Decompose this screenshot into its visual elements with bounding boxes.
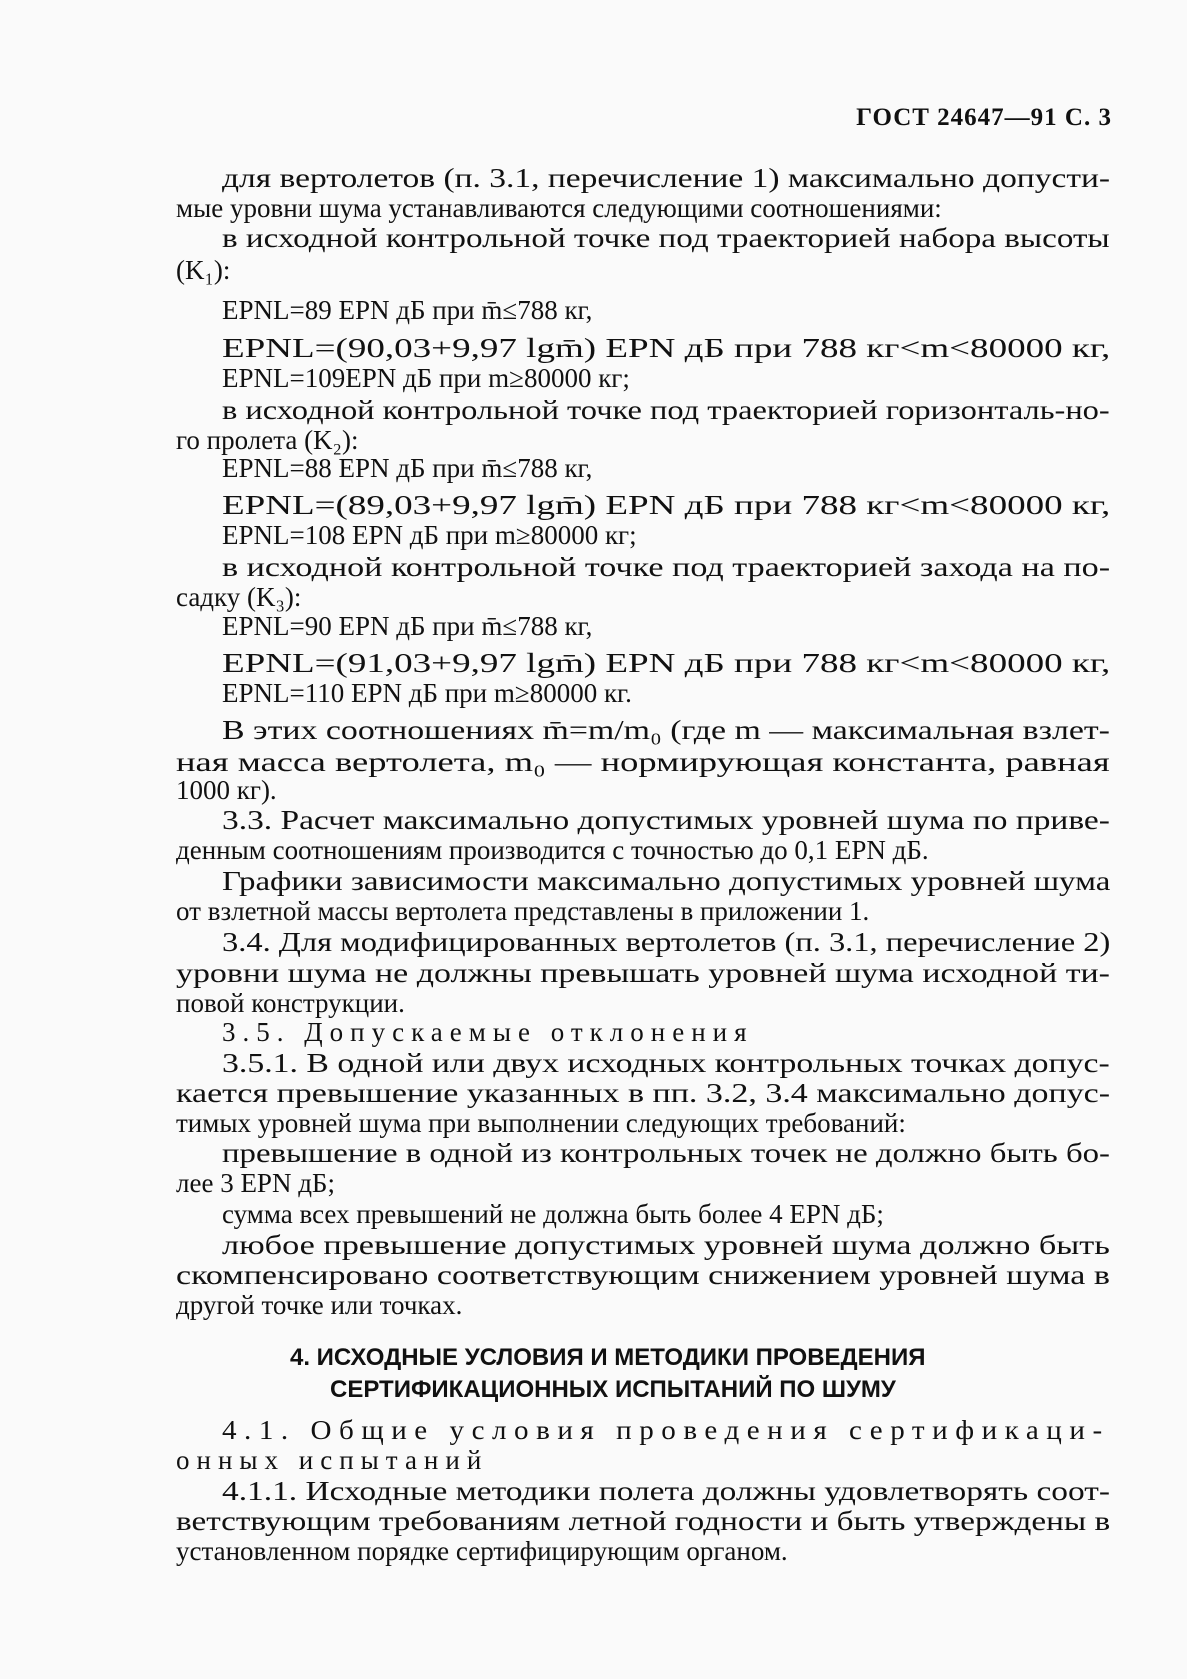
- formula-line: EPNL=90 EPN дБ при m̄≤788 кг,: [222, 611, 593, 641]
- paragraph-line: Графики зависимости максимально допустимых уровней шума: [222, 866, 1111, 896]
- paragraph-line: кается превышение указанных в пп. 3.2, 3.4 максимально допус-: [176, 1078, 1111, 1108]
- paragraph-line: 3.3. Расчет максимально допустимых уровней шума по приве-: [222, 805, 1110, 835]
- paragraph-line: установленном порядке сертифицирующим органом.: [176, 1536, 788, 1566]
- paragraph-line: го пролета (K₂):: [176, 425, 359, 455]
- paragraph-line: для вертолетов (п. 3.1, перечисление 1) максимально допусти-: [222, 163, 1111, 193]
- paragraph-line: повой конструкции.: [176, 988, 405, 1018]
- paragraph-line: в исходной контрольной точке под траекторией горизонталь-но-: [222, 395, 1110, 425]
- formula-line: EPNL=110 EPN дБ при m≥80000 кг.: [222, 678, 632, 708]
- paragraph-line: ная масса вертолета, m₀ — нормирующая константа, равная: [176, 747, 1110, 777]
- paragraph-line: скомпенсировано соответствующим снижением уровней шума в: [176, 1260, 1110, 1290]
- paragraph-line: мые уровни шума устанавливаются следующими соотношениями:: [176, 193, 942, 223]
- subsection-title: 3.5. Допускаемые отклонения: [222, 1017, 754, 1047]
- paragraph-line: в исходной контрольной точке под траекторией захода на по-: [222, 552, 1111, 582]
- formula-line: EPNL=109EPN дБ при m≥80000 кг;: [222, 363, 630, 393]
- paragraph-line: в исходной контрольной точке под траекторией набора высоты: [222, 223, 1110, 253]
- paragraph-line: садку (K₃):: [176, 582, 302, 612]
- subsection-title: 4.1. Общие условия проведения сертификаци-: [222, 1415, 1110, 1445]
- paragraph-line: (K₁):: [176, 255, 231, 285]
- paragraph-line: 3.4. Для модифицированных вертолетов (п. 3.1, перечисление 2): [222, 927, 1111, 957]
- paragraph-line: 1000 кг).: [176, 775, 277, 805]
- paragraph-line: В этих соотношениях m̄=m/m₀ (где m — максимальная взлет-: [222, 715, 1110, 745]
- paragraph-line: превышение в одной из контрольных точек не должно быть бо-: [222, 1138, 1110, 1168]
- paragraph-line: от взлетной массы вертолета представлены в приложении 1.: [176, 896, 870, 926]
- section-heading: СЕРТИФИКАЦИОННЫХ ИСПЫТАНИЙ ПО ШУМУ: [330, 1376, 896, 1403]
- paragraph-line: сумма всех превышений не должна быть более 4 EPN дБ;: [222, 1199, 884, 1229]
- section-heading: 4. ИСХОДНЫЕ УСЛОВИЯ И МЕТОДИКИ ПРОВЕДЕНИЯ: [290, 1344, 926, 1371]
- paragraph-line: 3.5.1. В одной или двух исходных контрольных точках допус-: [222, 1048, 1110, 1078]
- paragraph-line: другой точке или точках.: [176, 1290, 463, 1320]
- subsection-title: онных испытаний: [176, 1445, 489, 1475]
- paragraph-line: ветствующим требованиям летной годности и быть утверждены в: [176, 1506, 1111, 1536]
- paragraph-line: любое превышение допустимых уровней шума должно быть: [222, 1230, 1110, 1260]
- paragraph-line: лее 3 EPN дБ;: [176, 1168, 335, 1198]
- formula-line: EPNL=88 EPN дБ при m̄≤788 кг,: [222, 453, 593, 483]
- formula-line: EPNL=(90,03+9,97 lgm̄) EPN дБ при 788 кг<m<80000 кг,: [222, 333, 1111, 363]
- paragraph-line: денным соотношениям производится с точностью до 0,1 EPN дБ.: [176, 835, 929, 865]
- formula-line: EPNL=108 EPN дБ при m≥80000 кг;: [222, 520, 637, 550]
- formula-line: EPNL=(91,03+9,97 lgm̄) EPN дБ при 788 кг<m<80000 кг,: [222, 648, 1111, 678]
- paragraph-line: 4.1.1. Исходные методики полета должны удовлетворять соот-: [222, 1476, 1110, 1506]
- paragraph-line: уровни шума не должны превышать уровней шума исходной ти-: [176, 958, 1110, 988]
- running-head: ГОСТ 24647—91 С. 3: [856, 104, 1112, 131]
- formula-line: EPNL=89 EPN дБ при m̄≤788 кг,: [222, 295, 593, 325]
- paragraph-line: тимых уровней шума при выполнении следующих требований:: [176, 1108, 906, 1138]
- formula-line: EPNL=(89,03+9,97 lgm̄) EPN дБ при 788 кг<m<80000 кг,: [222, 490, 1111, 520]
